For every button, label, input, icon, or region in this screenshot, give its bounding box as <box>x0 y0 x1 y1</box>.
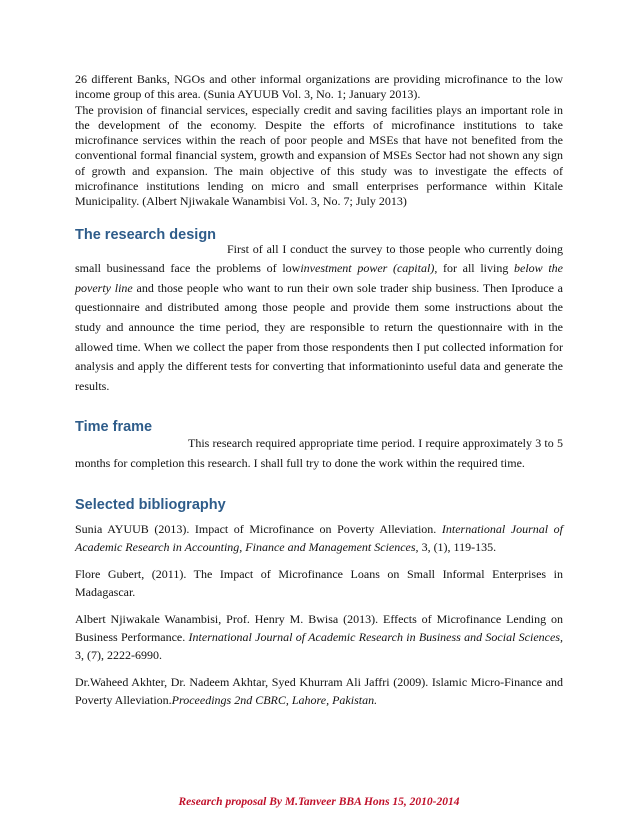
research-design-heading: The research design <box>75 226 217 243</box>
document-page <box>75 72 563 718</box>
bibliography-entry <box>75 610 563 664</box>
rd-text-2: , for all living <box>434 261 514 276</box>
bib-3-text: Albert Njiwakale Wanambisi, Prof. Henry M. Bwisa (2013). Effects of Microfinance Lending on Business Performance. <box>75 611 563 644</box>
bib-1-volume: 3, (1), 119-135. <box>418 539 497 554</box>
bibliography-list <box>75 520 563 709</box>
page-footer: Research proposal By M.Tanveer BBA Hons 15, 2010-2014 <box>178 796 460 808</box>
bib-3-volume: 3, (7), 2222-6990. <box>75 647 162 662</box>
time-frame-paragraph: This research required appropriate time period. I require approximately 3 to 5 months for completion this research. I shall full try to done the work within the required time. <box>75 436 563 471</box>
rd-text-1: First of all I conduct the survey to those people who currently doing small businessand face the problems of low <box>75 241 563 276</box>
bib-4-proceedings: Proceedings 2nd CBRC, Lahore, Pakistan. <box>171 692 378 707</box>
time-frame-heading: Time frame <box>75 419 153 436</box>
bibliography-entry <box>75 673 563 709</box>
bib-4-text: Dr.Waheed Akhter, Dr. Nadeem Akhtar, Syed Khurram Ali Jaffri (2009). Islamic Micro-Finance and Poverty Alleviation. <box>75 674 563 707</box>
intro-section <box>75 72 563 210</box>
rd-italic-1: investment power (capital) <box>300 261 435 276</box>
bibliography-entry <box>75 520 563 556</box>
intro-paragraph-2: The provision of financial services, especially credit and saving facilities plays an important role in the development of the economy. Despite the efforts of microfinance institutions to take microfinance services within the reach of poor people and MSEs that have not benefited from the conventional formal financial system, growth and expansion of MSEs Sector had not shown any sign of growth and expansion. The main objective of this study was to investigate the effects of microfinance institutions lending on micro and small enterprises performance within Kitale Municipality. (Albert Njiwakale Wanambisi Vol. 3, No. 7; July 2013) <box>75 102 563 209</box>
bibliography-entry: Flore Gubert, (2011). The Impact of Microfinance Loans on Small Informal Enterprises in Madagascar. <box>75 566 563 599</box>
time-frame-section <box>75 434 563 473</box>
intro-paragraph-1: 26 different Banks, NGOs and other informal organizations are providing microfinance to the low income group of this area. (Sunia AYUUB Vol. 3, No. 1; January 2013). <box>75 72 563 102</box>
research-design-section <box>75 240 563 397</box>
rd-text-3: and those people who want to run their own sole trader ship business. Then Iproduce a questionnaire and distributed among those people and provide them some instructions about the study and announce the time period, they are responsible to return the questionnaire with in the allowed time. When we collect the paper from those respondents then I put collected information for analysis and apply the different tests for converting that informationinto useful data and generate the results. <box>75 280 563 393</box>
bib-1-text: Sunia AYUUB (2013). Impact of Microfinance on Poverty Alleviation. <box>75 521 442 536</box>
bib-1-journal: International Journal of Academic Research in Accounting, Finance and Management Sciences, <box>75 521 563 554</box>
bibliography-heading: Selected bibliography <box>75 496 226 513</box>
research-design-paragraph <box>75 240 563 397</box>
rd-italic-2: below the poverty line <box>75 261 563 295</box>
bib-3-journal: International Journal of Academic Research in Business and Social Sciences, <box>188 629 563 644</box>
